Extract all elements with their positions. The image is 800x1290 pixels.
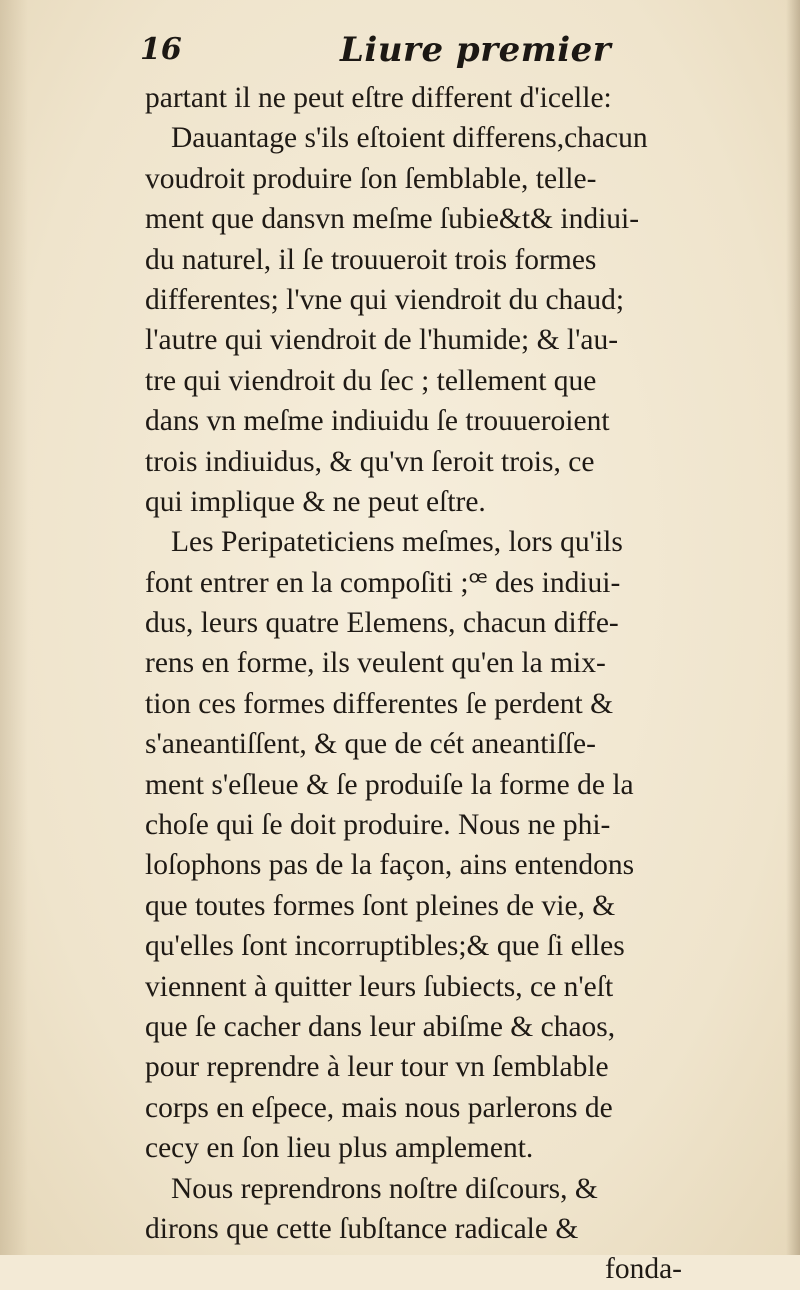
text-line: que ſe cacher dans leur abiſme & chaos, [145,1010,616,1043]
text-line: voudroit produire ſon ſemblable, telle- [145,162,597,195]
page-number: 16 [140,32,182,67]
text-line: s'aneantiſſent, & que de cét aneantiſſe- [145,728,596,761]
text-line: que toutes formes ſont pleines de vie, & [145,889,616,922]
text-line: qu'elles ſont incorruptibles;& que ſi elles [145,930,625,963]
text-line: differentes; l'vne qui viendroit du chaud; [145,283,625,316]
text-line: Les Peripateticiens meſmes, lors qu'ils [171,526,623,559]
text-line: rens en forme, ils veulent qu'en la mix- [145,647,606,680]
text-line: tion ces formes differentes ſe perdent & [145,687,614,720]
page-header [140,30,660,74]
text-line: Dauantage s'ils eſtoient differens,chacun [171,122,648,155]
text-line: corps en eſpece, mais nous parlerons de [145,1091,613,1124]
text-line: partant il ne peut eſtre different d'icelle: [145,82,612,114]
text-line: ment s'eſleue & ſe produiſe la forme de la [145,768,634,801]
text-line: dans vn meſme indiuidu ſe trouueroient [145,405,610,438]
text-line: loſophons pas de la façon, ains entendons [145,849,635,882]
catchword: fonda- [605,1253,682,1286]
text-line: l'autre qui viendroit de l'humide; & l'au- [145,324,619,357]
body-text [145,78,785,1290]
text-line: trois indiuidus, & qu'vn ſeroit trois, ce [145,445,595,478]
text-line: pour reprendre à leur tour vn ſemblable [145,1051,609,1084]
text-line: dirons que cette ſubſtance radicale & [145,1212,579,1245]
text-line: viennent à quitter leurs ſubiects, ce n'eſt [145,970,614,1003]
text-line: Nous reprendrons noſtre diſcours, & [171,1172,598,1205]
text-line: ment que dansvn meſme ſubie&t& indiui- [145,203,640,236]
text-line: font entrer en la compoſiti ;ꟹ des indiui- [145,566,621,599]
text-line: choſe qui ſe doit produire. Nous ne phi- [145,809,611,842]
text-line: tre qui viendroit du ſec ; tellement que [145,364,597,397]
text-line: cecy en ſon lieu plus amplement. [145,1132,534,1165]
running-title: Liure premier [340,30,612,70]
text-line: du naturel, il ſe trouueroit trois formes [145,243,597,276]
text-line: dus, leurs quatre Elemens, chacun diffe- [145,607,619,640]
text-line: qui implique & ne peut eſtre. [145,485,486,518]
page-edge [786,0,800,1255]
gutter-shadow [0,0,28,1255]
